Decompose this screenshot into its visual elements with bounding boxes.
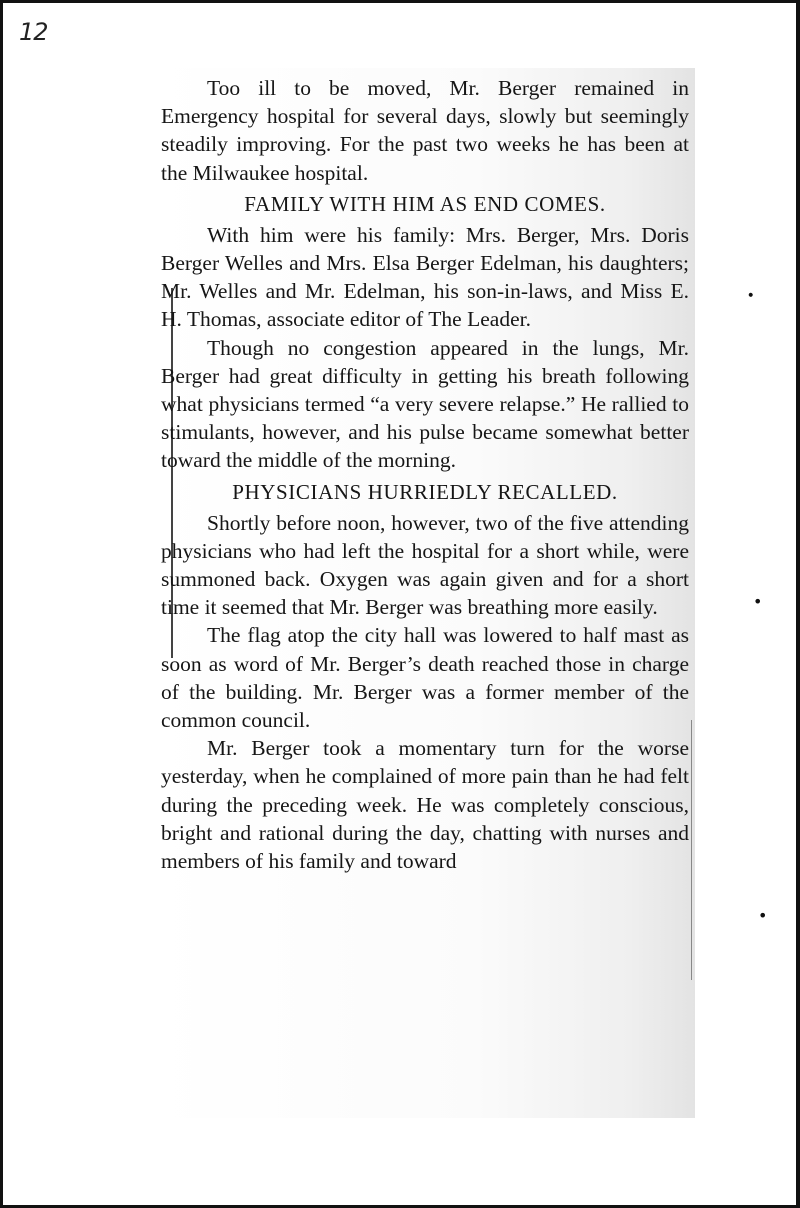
article-text — [161, 74, 689, 875]
margin-mark-3: • — [758, 906, 768, 925]
page-number: 12 — [19, 18, 48, 46]
margin-mark-1: • — [744, 287, 758, 305]
paragraph-1: Too ill to be moved, Mr. Berger remained in Emergency hospital for several days, slowly but seemingly steadily improving. For the past two weeks he has been at the Milwaukee hospital. — [161, 76, 689, 185]
subheading-physicians: PHYSICIANS HURRIEDLY RECALLED. — [232, 479, 618, 504]
paragraph-5: The flag atop the city hall was lowered to half mast as soon as word of Mr. Berger’s death reached those in charge of the building. Mr. Berger was a former member of the common council. — [161, 623, 689, 733]
page-border-top — [3, 0, 800, 3]
margin-mark-2: • — [753, 592, 763, 611]
paragraph-6: Mr. Berger took a momentary turn for the worse yesterday, when he complained of more pain than he had felt during the preceding week. He was completely conscious, bright and rational during the day, chatting with nurses and members of his family and toward — [161, 736, 689, 874]
paragraph-4: Shortly before noon, however, two of the five attending physicians who had left the hospital for a short while, were summoned back. Oxygen was again given and for a short time it seemed that Mr. Berger was breathing more easily. — [161, 510, 689, 620]
column-rule-right — [691, 720, 692, 980]
paragraph-2: With him were his family: Mrs. Berger, Mrs. Doris Berger Welles and Mrs. Elsa Berger Edelman, his daughters; Mr. Welles and Mr. Edelman, his son-in-laws, and Miss E. H. Thomas, associate editor of The Leader. — [161, 222, 689, 332]
subheading-family: FAMILY WITH HIM AS END COMES. — [244, 191, 606, 216]
paragraph-3: Though no congestion appeared in the lungs, Mr. Berger had great difficulty in getting his breath following what physicians termed “a very severe relapse.” He rallied to stimulants, however, and his pulse became somewhat better toward the middle of the morning. — [161, 335, 689, 473]
